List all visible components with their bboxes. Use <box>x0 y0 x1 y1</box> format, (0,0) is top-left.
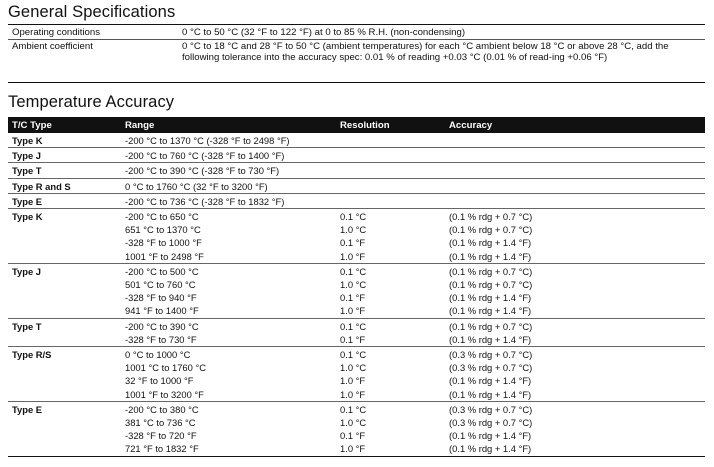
header-resolution: Resolution <box>340 120 390 131</box>
range-line: -200 °C to 650 °C <box>125 211 199 223</box>
general-bottom-rule <box>8 82 705 83</box>
general-top-rule <box>8 24 705 25</box>
accuracy-line: (0.1 % rdg + 1.4 °F) <box>449 305 532 317</box>
range-line: -200 °C to 390 °C (-328 °F to 730 °F) <box>125 165 280 177</box>
range-cell <box>125 401 340 456</box>
accuracy-cell <box>449 163 705 178</box>
resolution-line: 1.0 °C <box>340 362 367 374</box>
resolution-line: 0.1 °F <box>340 430 366 442</box>
accuracy-line: (0.1 % rdg + 1.4 °F) <box>449 292 532 304</box>
resolution-line: 0.1 °C <box>340 320 367 332</box>
range-cell <box>125 209 340 264</box>
resolution-line: 0.1 °F <box>340 237 366 249</box>
resolution-line <box>340 149 449 162</box>
accuracy-line <box>449 134 705 147</box>
spec-label: Operating conditions <box>12 27 100 38</box>
range-line: -328 °F to 720 °F <box>125 430 197 442</box>
resolution-cell <box>340 133 449 148</box>
range-line: 721 °F to 1832 °F <box>125 443 199 455</box>
accuracy-line <box>449 195 705 208</box>
resolution-line: 1.0 °C <box>340 279 367 291</box>
accuracy-cell <box>449 209 705 264</box>
range-line: 501 °C to 760 °C <box>125 279 196 291</box>
accuracy-line <box>449 164 705 177</box>
range-line: 32 °F to 1000 °F <box>125 375 194 387</box>
tc-type-cell: Type J <box>8 148 125 163</box>
resolution-line: 0.1 °C <box>340 403 367 415</box>
header-accuracy: Accuracy <box>449 120 493 131</box>
resolution-line: 0.1 °C <box>340 211 367 223</box>
accuracy-line: (0.3 % rdg + 0.7 °C) <box>449 403 533 415</box>
accuracy-cell <box>449 347 705 402</box>
range-line: -200 °C to 1370 °C (-328 °F to 2498 °F) <box>125 135 290 146</box>
header-range: Range <box>125 120 155 131</box>
accuracy-table <box>8 133 705 457</box>
resolution-line <box>340 195 449 208</box>
accuracy-line: (0.1 % rdg + 1.4 °F) <box>449 333 532 345</box>
accuracy-line: (0.1 % rdg + 0.7 °C) <box>449 211 533 223</box>
accuracy-line: (0.3 % rdg + 0.7 °C) <box>449 417 533 429</box>
range-line: -200 °C to 760 °C (-328 °F to 1400 °F) <box>125 150 285 162</box>
tc-type-cell: Type T <box>8 318 125 346</box>
accuracy-line: (0.1 % rdg + 0.7 °C) <box>449 279 533 291</box>
resolution-line: 1.0 °F <box>340 443 366 455</box>
resolution-line: 1.0 °F <box>340 305 366 317</box>
resolution-line: 1.0 °F <box>340 388 366 400</box>
resolution-line: 0.1 °C <box>340 349 367 361</box>
range-line: 0 °C to 1760 °C (32 °F to 3200 °F) <box>125 180 268 192</box>
range-line: -328 °F to 1000 °F <box>125 237 202 249</box>
accuracy-line: (0.1 % rdg + 1.4 °F) <box>449 250 532 262</box>
range-cell <box>125 193 340 208</box>
range-cell <box>125 133 340 148</box>
resolution-line <box>340 134 449 147</box>
range-cell <box>125 178 340 193</box>
header-tc-type: T/C Type <box>12 120 52 131</box>
spec-label: Ambient coefficient <box>12 41 93 52</box>
resolution-cell <box>340 401 449 456</box>
resolution-cell <box>340 178 449 193</box>
range-line: -200 °C to 736 °C (-328 °F to 1832 °F) <box>125 195 285 207</box>
tc-type-cell: Type E <box>8 401 125 456</box>
resolution-line: 1.0 °C <box>340 417 367 429</box>
accuracy-line: (0.1 % rdg + 0.7 °C) <box>449 320 533 332</box>
table-row <box>8 401 705 456</box>
range-line: -200 °C to 500 °C <box>125 265 199 277</box>
tc-type-cell: Type T <box>8 163 125 178</box>
table-row <box>8 209 705 264</box>
range-line: 941 °F to 1400 °F <box>125 305 199 317</box>
accuracy-cell <box>449 318 705 346</box>
resolution-line: 0.1 °C <box>340 265 367 277</box>
accuracy-line: (0.1 % rdg + 1.4 °F) <box>449 237 532 249</box>
resolution-line <box>340 164 449 177</box>
table-row <box>8 193 705 208</box>
resolution-line: 0.1 °F <box>340 292 366 304</box>
resolution-line: 1.0 °F <box>340 375 366 387</box>
temperature-accuracy-title: Temperature Accuracy <box>8 93 175 111</box>
spec-value: 0 °C to 18 °C and 28 °F to 50 °C (ambient temperatures) for each °C ambient below 18 °C or above 28 °C, add the following tolerance into the accuracy spec: 0.01 % of reading +0.03 °C (0.01 % of read-ing +0.06 °F) <box>182 41 669 63</box>
general-row-divider <box>8 39 705 40</box>
range-cell <box>125 148 340 163</box>
tc-type-cell: Type K <box>8 209 125 264</box>
accuracy-cell <box>449 401 705 456</box>
resolution-cell <box>340 263 449 318</box>
range-line: 1001 °C to 1760 °C <box>125 362 206 374</box>
resolution-cell <box>340 318 449 346</box>
tc-type-cell: Type J <box>8 263 125 318</box>
range-line: -200 °C to 390 °C <box>125 320 199 332</box>
range-line: 651 °C to 1370 °C <box>125 224 201 236</box>
range-cell <box>125 263 340 318</box>
tc-type-cell: Type K <box>8 133 125 148</box>
table-row <box>8 163 705 178</box>
table-row <box>8 263 705 318</box>
general-specifications-title: General Specifications <box>8 3 176 21</box>
accuracy-cell <box>449 193 705 208</box>
range-line: 0 °C to 1000 °C <box>125 349 191 361</box>
resolution-cell <box>340 209 449 264</box>
accuracy-table-header <box>8 117 705 133</box>
accuracy-line: (0.1 % rdg + 0.7 °C) <box>449 265 533 277</box>
table-row <box>8 318 705 346</box>
range-line: 1001 °F to 3200 °F <box>125 388 204 400</box>
table-row <box>8 178 705 193</box>
accuracy-line: (0.1 % rdg + 1.4 °F) <box>449 430 532 442</box>
tc-type-cell: Type R/S <box>8 347 125 402</box>
resolution-line: 1.0 °F <box>340 250 366 262</box>
range-line: 381 °C to 736 °C <box>125 417 196 429</box>
tc-type-cell: Type R and S <box>8 178 125 193</box>
accuracy-line: (0.1 % rdg + 1.4 °F) <box>449 388 532 400</box>
range-line: -200 °C to 380 °C <box>125 403 199 415</box>
accuracy-line <box>449 180 705 193</box>
tc-type-cell: Type E <box>8 193 125 208</box>
resolution-cell <box>340 163 449 178</box>
resolution-cell <box>340 148 449 163</box>
spec-value: 0 °C to 50 °C (32 °F to 122 °F) at 0 to 85 % R.H. (non-condensing) <box>182 27 466 38</box>
accuracy-line: (0.1 % rdg + 0.7 °C) <box>449 224 533 236</box>
resolution-line: 1.0 °C <box>340 224 367 236</box>
accuracy-line: (0.1 % rdg + 1.4 °F) <box>449 375 532 387</box>
range-cell <box>125 347 340 402</box>
table-row <box>8 347 705 402</box>
range-line: 1001 °F to 2498 °F <box>125 250 204 262</box>
resolution-cell <box>340 347 449 402</box>
accuracy-line: (0.3 % rdg + 0.7 °C) <box>449 362 533 374</box>
resolution-cell <box>340 193 449 208</box>
range-cell <box>125 318 340 346</box>
range-line: -328 °F to 940 °F <box>125 292 197 304</box>
accuracy-cell <box>449 178 705 193</box>
resolution-line <box>340 180 449 193</box>
accuracy-cell <box>449 263 705 318</box>
range-line: -328 °F to 730 °F <box>125 333 197 345</box>
accuracy-line: (0.1 % rdg + 1.4 °F) <box>449 443 532 455</box>
accuracy-cell <box>449 148 705 163</box>
table-row <box>8 133 705 148</box>
table-row <box>8 148 705 163</box>
accuracy-cell <box>449 133 705 148</box>
accuracy-line <box>449 149 705 162</box>
resolution-line: 0.1 °F <box>340 333 366 345</box>
accuracy-line: (0.3 % rdg + 0.7 °C) <box>449 349 533 361</box>
range-cell <box>125 163 340 178</box>
